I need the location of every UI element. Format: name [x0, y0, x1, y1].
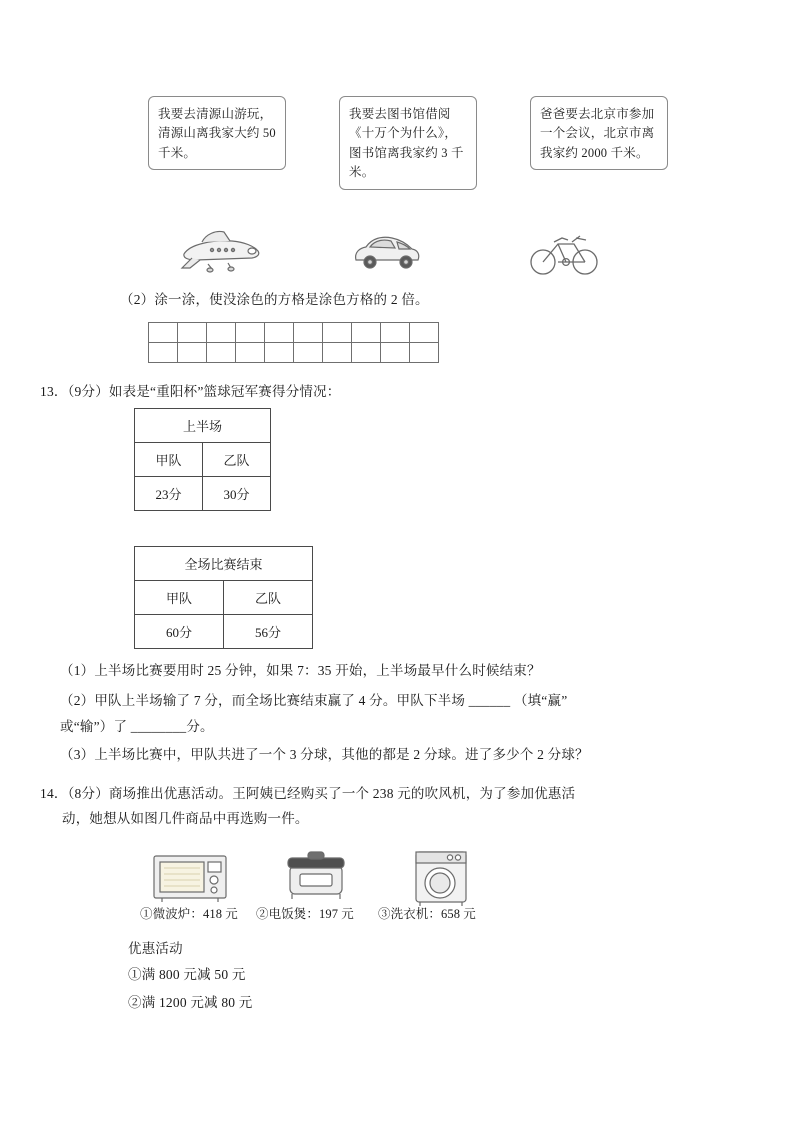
- table-row: [135, 409, 271, 443]
- question-13-heading: [40, 380, 740, 400]
- grid-cell[interactable]: [410, 323, 439, 343]
- grid-cell[interactable]: [178, 343, 207, 363]
- question-13-sub2-line1: （2）甲队上半场输了 7 分，而全场比赛结束赢了 4 分。甲队下半场 ______ （填“赢”: [60, 693, 568, 708]
- vehicle-illustration-row: [150, 224, 670, 282]
- appliance-label-1: ①微波炉：418 元: [140, 907, 238, 921]
- question-13-sub1: （1）上半场比赛要用时 25 分钟，如果 7：35 开始，上半场最早什么时候结束？: [60, 663, 541, 678]
- table-row: [135, 581, 313, 615]
- question-13-sub3: （3）上半场比赛中，甲队共进了一个 3 分球，其他的都是 2 分球。进了多少个 2 分球？: [60, 747, 589, 762]
- grid-cell[interactable]: [149, 323, 178, 343]
- table-caption-first-half: 上半场: [135, 409, 271, 443]
- table-header-team-b: 乙队: [203, 443, 271, 477]
- score-table-first-half: [134, 408, 271, 511]
- car-icon: [350, 224, 422, 281]
- speech-bubble-3: 爸爸要去北京市参加一个会议，北京市离我家约 2000 千米。: [530, 96, 668, 170]
- question-14-stem-line1: 商场推出优惠活动。王阿姨已经购买了一个 238 元的吹风机，为了参加优惠活: [108, 786, 576, 801]
- question-14-heading: [40, 782, 740, 832]
- table-cell-team-a-score: 23分: [135, 477, 203, 511]
- table-row: [135, 547, 313, 581]
- appliance-label-3: ③洗衣机：658 元: [378, 907, 476, 921]
- question-14-stem-line2: 动，她想从如图几件商品中再选购一件。: [62, 810, 309, 826]
- grid-cell[interactable]: [294, 343, 323, 363]
- grid-cell[interactable]: [323, 323, 352, 343]
- grid-cell[interactable]: [410, 343, 439, 363]
- question-14-points: （8分）: [67, 786, 109, 801]
- question-14-dot: ．: [53, 786, 68, 801]
- table-row: [135, 443, 271, 477]
- question-12-part2-text: （2）涂一涂，使没涂色的方格是涂色方格的 2 倍。: [120, 292, 429, 307]
- grid-cell[interactable]: [149, 343, 178, 363]
- speech-bubble-2: 我要去图书馆借阅《十万个为什么》，图书馆离我家约 3 千米。: [339, 96, 477, 190]
- coloring-grid[interactable]: [148, 322, 439, 363]
- grid-cell[interactable]: [352, 323, 381, 343]
- microwave-oven-icon: [148, 846, 232, 911]
- table-header-team-a: 甲队: [135, 581, 224, 615]
- promotion-title: 优惠活动: [128, 941, 183, 956]
- bicycle-icon: [528, 224, 602, 283]
- question-13-points: （9分）: [67, 384, 109, 399]
- table-row: [135, 477, 271, 511]
- table-cell-team-b-score: 30分: [203, 477, 271, 511]
- grid-cell[interactable]: [178, 323, 207, 343]
- grid-cell[interactable]: [207, 343, 236, 363]
- grid-cell[interactable]: [236, 323, 265, 343]
- grid-cell[interactable]: [265, 323, 294, 343]
- grid-cell[interactable]: [381, 343, 410, 363]
- speech-bubble-1: 我要去清源山游玩，清源山离我家大约 50 千米。: [148, 96, 286, 170]
- question-13-stem: 如表是“重阳杯”篮球冠军赛得分情况：: [108, 384, 341, 399]
- grid-cell[interactable]: [323, 343, 352, 363]
- speech-bubble-row: [148, 96, 668, 190]
- table-header-team-a: 甲队: [135, 443, 203, 477]
- score-table-full-game: [134, 546, 313, 649]
- table-cell-team-b-score: 56分: [224, 615, 313, 649]
- question-13-number: 13: [40, 384, 54, 399]
- table-header-team-b: 乙队: [224, 581, 313, 615]
- promotion-rule-2: ②满 1200 元减 80 元: [128, 995, 253, 1010]
- question-14-number: 14: [40, 786, 54, 801]
- washing-machine-icon: [406, 846, 476, 913]
- question-13-dot: ．: [53, 384, 68, 399]
- grid-row: [149, 343, 439, 363]
- grid-cell[interactable]: [236, 343, 265, 363]
- appliance-label-2: ②电饭煲：197 元: [256, 907, 354, 921]
- table-caption-full-game: 全场比赛结束: [135, 547, 313, 581]
- grid-cell[interactable]: [381, 323, 410, 343]
- grid-cell[interactable]: [207, 323, 236, 343]
- table-row: [135, 615, 313, 649]
- promotion-rule-1: ①满 800 元减 50 元: [128, 967, 246, 982]
- grid-cell[interactable]: [294, 323, 323, 343]
- rice-cooker-icon: [278, 846, 354, 911]
- airplane-icon: [172, 224, 266, 281]
- question-13-sub2-line2: 或“输”）了 ________分。: [60, 718, 214, 734]
- table-cell-team-a-score: 60分: [135, 615, 224, 649]
- question-13-sub2: [60, 688, 740, 739]
- grid-cell[interactable]: [265, 343, 294, 363]
- grid-row: [149, 323, 439, 343]
- grid-cell[interactable]: [352, 343, 381, 363]
